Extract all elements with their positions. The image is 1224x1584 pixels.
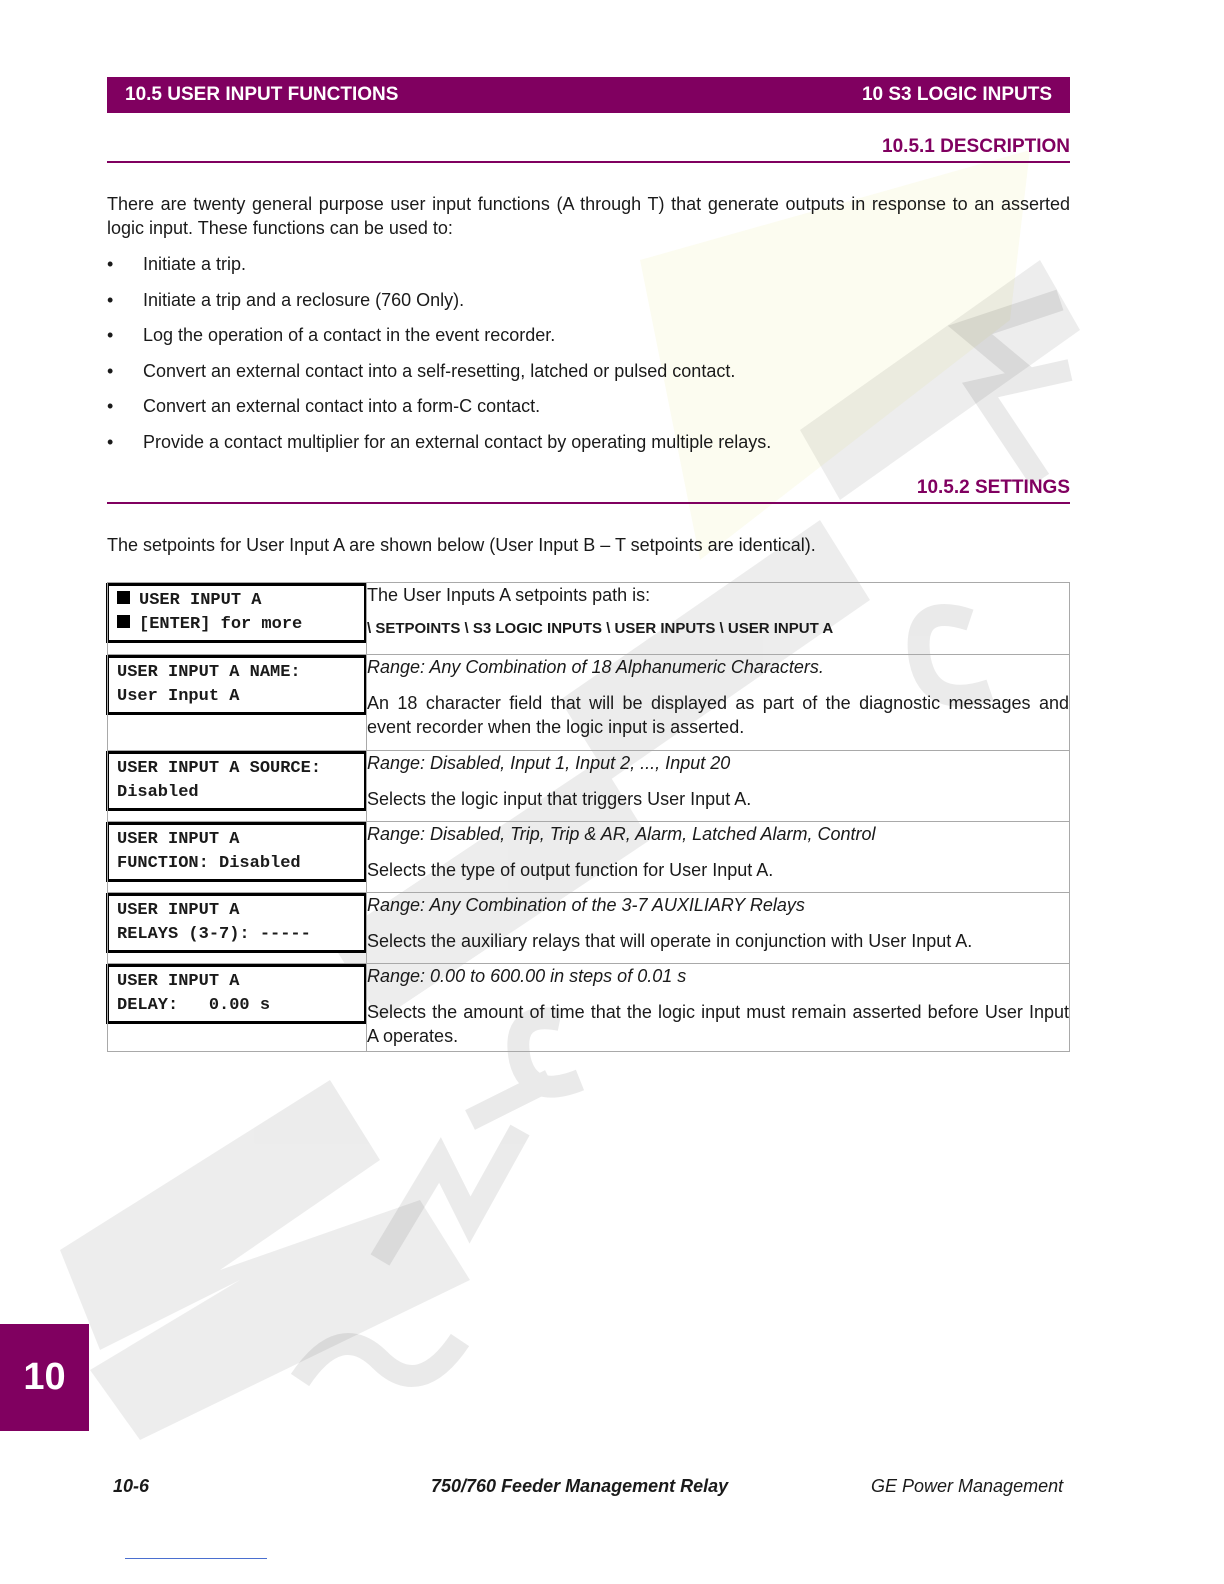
- setting-description: Selects the auxiliary relays that will operate in conjunction with User Input A.: [367, 931, 973, 951]
- function-list: [107, 252, 1070, 466]
- section-heading-description: 10.5.1 DESCRIPTION: [107, 136, 1070, 163]
- bullet-icon: •: [107, 431, 114, 452]
- setting-range: Range: 0.00 to 600.00 in steps of 0.01 s: [367, 966, 687, 986]
- table-row: [108, 822, 1070, 893]
- header-section-title: 10.5 USER INPUT FUNCTIONS: [125, 84, 399, 105]
- header-chapter-title: 10 S3 LOGIC INPUTS: [861, 84, 1052, 105]
- setting-description: Selects the amount of time that the logic input must remain asserted before User Input A operates.: [367, 1002, 1069, 1046]
- table-row: [108, 583, 1070, 655]
- description-intro: There are twenty general purpose user input functions (A through T) that generate outputs in response to an asserted logic input. These functions can be used to:: [107, 194, 1070, 238]
- list-item: • Initiate a trip and a reclosure (760 Only).: [107, 289, 465, 310]
- table-row: [108, 655, 1070, 751]
- bullet-icon: •: [107, 396, 114, 417]
- setpoint-path: \ SETPOINTS \ S3 LOGIC INPUTS \ USER INPUTS \ USER INPUT A: [367, 620, 834, 637]
- footer-document-title: 750/760 Feeder Management Relay: [431, 1476, 729, 1496]
- list-item: • Log the operation of a contact in the event recorder.: [107, 325, 556, 346]
- list-item: • Convert an external contact into a self-resetting, latched or pulsed contact.: [107, 360, 736, 381]
- chapter-tab: 10: [0, 1324, 89, 1431]
- message-marker-icon: [117, 591, 130, 604]
- list-item: • Initiate a trip.: [107, 254, 247, 274]
- settings-intro: The setpoints for User Input A are shown below (User Input B – T setpoints are identical).: [107, 535, 816, 555]
- footer-company: GE Power Management: [871, 1476, 1064, 1496]
- setting-description: Selects the logic input that triggers User Input A.: [367, 789, 752, 809]
- bullet-icon: •: [107, 360, 114, 381]
- bullet-icon: •: [107, 254, 114, 274]
- list-item: • Convert an external contact into a form-C contact.: [107, 396, 541, 417]
- lcd-display-source: USER INPUT A SOURCE: Disabled: [106, 751, 367, 811]
- page-header-bar: [107, 77, 1070, 113]
- setting-description: An 18 character field that will be displayed as part of the diagnostic messages and event recorder when the logic input is asserted.: [367, 693, 1069, 737]
- setting-range: Range: Disabled, Input 1, Input 2, ..., Input 20: [367, 753, 731, 773]
- list-item: • Provide a contact multiplier for an external contact by operating multiple relays.: [107, 431, 772, 452]
- lcd-display-header: USER INPUT A [ENTER] for more: [106, 583, 367, 643]
- table-row: [108, 751, 1070, 822]
- lcd-display-function: USER INPUT A FUNCTION: Disabled: [106, 822, 367, 882]
- setting-range: Range: Any Combination of the 3-7 AUXILIARY Relays: [367, 895, 805, 915]
- path-intro: The User Inputs A setpoints path is:: [367, 585, 651, 605]
- lcd-display-delay: USER INPUT A DELAY: 0.00 s: [106, 964, 367, 1024]
- bullet-icon: •: [107, 289, 114, 310]
- message-marker-icon: [117, 615, 130, 628]
- footer-page-number: 10-6: [113, 1476, 150, 1496]
- setting-range: Range: Any Combination of 18 Alphanumeric Characters.: [367, 657, 824, 677]
- table-row: [108, 964, 1070, 1052]
- setting-range: Range: Disabled, Trip, Trip & AR, Alarm, Latched Alarm, Control: [367, 824, 876, 844]
- footer-divider: [125, 1558, 267, 1559]
- table-row: [108, 893, 1070, 964]
- setpoints-table: [107, 582, 1070, 1052]
- lcd-display-name: USER INPUT A NAME: User Input A: [106, 655, 367, 715]
- bullet-icon: •: [107, 325, 114, 346]
- lcd-display-relays: USER INPUT A RELAYS (3-7): -----: [106, 893, 367, 953]
- setting-description: Selects the type of output function for User Input A.: [367, 860, 774, 880]
- section-heading-settings: 10.5.2 SETTINGS: [107, 477, 1070, 504]
